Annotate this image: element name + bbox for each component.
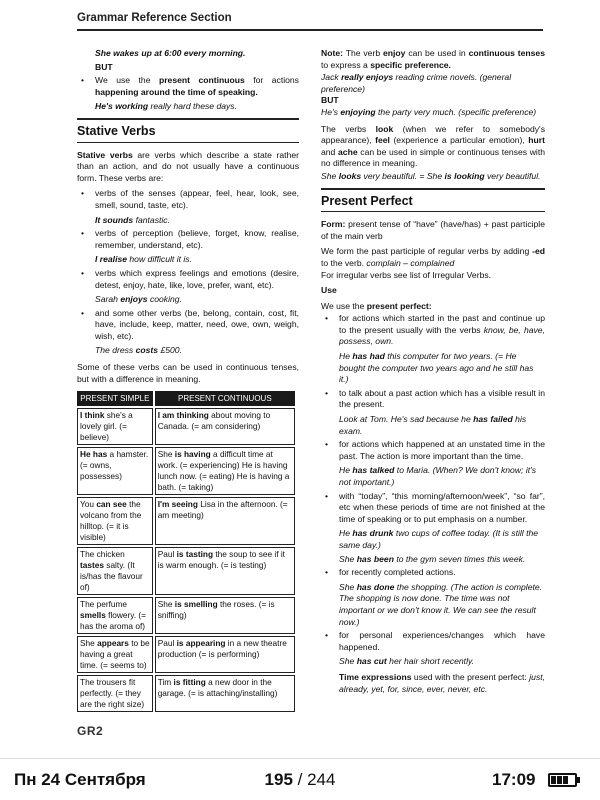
table-cell bbox=[77, 597, 153, 634]
text: Look at Tom. He's sad because he bbox=[339, 414, 474, 425]
stative-intro bbox=[77, 150, 299, 185]
bullet-item bbox=[77, 75, 299, 98]
text: We use the bbox=[95, 75, 159, 86]
pp-use-item bbox=[321, 491, 545, 526]
text: a new door in the garage. (= is attaching/installing) bbox=[157, 677, 278, 699]
bold-text: is smelling bbox=[174, 599, 218, 610]
section-rule bbox=[321, 188, 545, 190]
section-title-present-perfect: Present Perfect bbox=[321, 193, 413, 208]
bold-text: has talked bbox=[352, 465, 395, 476]
bold-text: appears bbox=[97, 638, 129, 649]
text: Sarah bbox=[95, 294, 121, 305]
pp-uses-list bbox=[321, 439, 545, 462]
section-rule-thin bbox=[77, 142, 299, 143]
bold-text: is appearing bbox=[176, 638, 226, 649]
example-text bbox=[77, 48, 299, 60]
example-text bbox=[321, 656, 545, 668]
table-row bbox=[77, 497, 295, 545]
bold-text: present continuous bbox=[158, 75, 245, 86]
text: to the gym seven times this week. bbox=[393, 553, 526, 564]
text: Tim bbox=[157, 677, 174, 688]
comparison-table bbox=[75, 389, 297, 714]
bold-text: Time expressions bbox=[339, 671, 412, 682]
bold-text: enjoy bbox=[382, 48, 406, 58]
bold-text: specific preference. bbox=[370, 59, 451, 70]
text: his exam. bbox=[339, 414, 527, 436]
bold-text: costs bbox=[135, 345, 159, 356]
text: The trousers fit perfectly. (= they are the right size) bbox=[80, 677, 145, 710]
column-header: PRESENT SIMPLE bbox=[77, 391, 153, 406]
text: the party very much. (specific preference) bbox=[375, 106, 537, 117]
example-line: She wakes up at 6:00 every morning. bbox=[95, 48, 246, 58]
pp-regular bbox=[321, 246, 545, 269]
stative-list bbox=[77, 268, 299, 291]
text: present tense of “have” (have/has) + past participle of the main verb bbox=[321, 219, 545, 241]
example-text bbox=[321, 528, 545, 551]
example-text bbox=[321, 351, 545, 386]
table-row bbox=[77, 675, 295, 712]
example-text bbox=[77, 345, 299, 357]
left-column bbox=[77, 48, 299, 714]
text: We form the past participle of regular verbs by adding bbox=[321, 246, 533, 257]
text: for recently completed actions. bbox=[339, 567, 456, 578]
bold-text: ache bbox=[338, 146, 358, 157]
bold-text: smells bbox=[80, 610, 106, 621]
pp-use-label: Use bbox=[321, 285, 337, 296]
text: He bbox=[339, 465, 353, 476]
but-label: BUT bbox=[321, 95, 339, 106]
battery-cell bbox=[563, 776, 568, 784]
text: used with the present perfect: bbox=[411, 671, 530, 682]
text: She bbox=[80, 638, 98, 649]
table-cell bbox=[77, 675, 153, 712]
text: He's bbox=[321, 106, 341, 117]
table-row bbox=[77, 408, 295, 445]
text: very beautiful. bbox=[484, 170, 541, 181]
table-cell bbox=[155, 636, 295, 673]
stative-item bbox=[77, 268, 299, 291]
text: She bbox=[321, 170, 339, 181]
text: she's a lovely girl. (= believe) bbox=[80, 410, 133, 443]
pp-uses-list bbox=[321, 630, 545, 653]
bold-text: feel bbox=[375, 135, 390, 146]
text: the volcano from the hilltop. (= it is visible) bbox=[80, 499, 142, 543]
text: Lisa in the afternoon. (= am meeting) bbox=[157, 499, 288, 521]
bold-text: enjoys bbox=[120, 294, 148, 305]
bullet-list bbox=[77, 75, 299, 98]
bold-text: I think bbox=[80, 410, 105, 421]
total-pages: 244 bbox=[307, 770, 336, 789]
text: You bbox=[80, 499, 97, 510]
stative-item bbox=[77, 228, 299, 251]
table-row bbox=[77, 636, 295, 673]
pp-form bbox=[321, 219, 545, 242]
bold-text: has had bbox=[352, 351, 385, 362]
stative-note: Some of these verbs can be used in continuous tenses, but with a difference in meaning. bbox=[77, 362, 299, 384]
table-cell bbox=[77, 447, 153, 495]
text: verbs of perception (believe, forget, know, realise, remember, understand, etc). bbox=[95, 228, 299, 250]
table-cell bbox=[155, 447, 295, 495]
bold-text: He's working bbox=[95, 101, 149, 112]
bold-text: tastes bbox=[80, 560, 104, 571]
text: her hair short recently. bbox=[386, 656, 475, 667]
text: She bbox=[339, 553, 357, 564]
table-row bbox=[77, 597, 295, 634]
pp-irregular: For irregular verbs see list of Irregular Verbs. bbox=[321, 269, 492, 280]
text: (experience a particular emotion), bbox=[389, 135, 529, 146]
text: verbs of the senses (appear, feel, hear, look, see, smell, sound, taste, etc). bbox=[95, 188, 299, 210]
pp-use-item bbox=[321, 388, 545, 411]
text: The perfume bbox=[80, 599, 128, 610]
text: the soup to see if it is warm enough. (= is testing) bbox=[157, 549, 285, 571]
example-text bbox=[321, 582, 545, 628]
stative-list bbox=[77, 308, 299, 343]
bold-text: enjoying bbox=[340, 106, 376, 117]
text: in a new theatre production (= is performing) bbox=[157, 638, 287, 660]
text: two cups of coffee today. (It is still the same day.) bbox=[339, 528, 539, 550]
bold-text: -ed bbox=[532, 246, 545, 257]
bold-text: can see bbox=[96, 499, 127, 510]
pp-uses-list bbox=[321, 491, 545, 526]
example-text bbox=[77, 101, 299, 113]
current-page: 195 bbox=[264, 770, 293, 789]
text: She bbox=[157, 599, 175, 610]
example-text bbox=[77, 294, 299, 306]
example-text bbox=[77, 215, 299, 227]
text: (when we refer to somebody's appearance), bbox=[321, 123, 545, 146]
table-cell bbox=[155, 497, 295, 545]
text: fantastic. bbox=[133, 214, 170, 225]
bold-text: He has bbox=[80, 449, 108, 460]
example-text bbox=[321, 72, 545, 95]
table-cell bbox=[155, 408, 295, 445]
text: to Maria. (When? We don't know; it's not important.) bbox=[339, 465, 537, 487]
header-rule bbox=[77, 29, 543, 31]
text: Jack bbox=[321, 72, 342, 83]
bold-text: I'm seeing bbox=[157, 499, 198, 510]
example-text bbox=[77, 254, 299, 266]
right-column bbox=[321, 48, 545, 699]
text: to express a bbox=[321, 59, 371, 70]
bold-text: has failed bbox=[473, 414, 513, 425]
text: The dress bbox=[95, 345, 136, 356]
example-text bbox=[321, 107, 545, 119]
italic-text: know, be, have, possess, own. bbox=[339, 324, 545, 347]
bold-text: has done bbox=[356, 581, 395, 592]
table-cell bbox=[77, 408, 153, 445]
status-time: 17:09 bbox=[492, 770, 536, 789]
text: a difficult time at work. (= experiencing) He is having lunch now. (= eating) He is having a bath. (= taking) bbox=[157, 449, 290, 493]
text: to the verb. bbox=[321, 257, 367, 268]
text: Paul bbox=[157, 549, 177, 560]
stative-item bbox=[77, 188, 299, 211]
text: for actions which started in the past and continue up to the present usually with the verbs bbox=[339, 313, 545, 335]
page-separator: / bbox=[292, 770, 308, 789]
text: for actions bbox=[244, 75, 299, 86]
text: a hamster. (= owns, possesses) bbox=[80, 449, 149, 482]
page-code: GR2 bbox=[77, 724, 104, 738]
text: really hard these days. bbox=[148, 101, 237, 112]
battery-icon bbox=[548, 773, 577, 787]
example-text bbox=[321, 554, 545, 566]
text: The verb bbox=[342, 48, 383, 58]
text: about moving to Canada. (= am considering) bbox=[157, 410, 271, 432]
text: £500. bbox=[158, 345, 182, 356]
table-cell bbox=[77, 497, 153, 545]
bold-text: has been bbox=[356, 553, 394, 564]
bold-text: really enjoys bbox=[341, 72, 394, 83]
bold-text: is having bbox=[174, 449, 211, 460]
text: He bbox=[339, 528, 353, 539]
table-cell bbox=[77, 636, 153, 673]
battery-cell-empty bbox=[569, 776, 574, 784]
text: She bbox=[339, 581, 357, 592]
bold-text: looks bbox=[338, 170, 362, 181]
pp-uses-list bbox=[321, 388, 545, 411]
pp-use-intro bbox=[321, 301, 545, 313]
text: to be having a great time. (= seems to) bbox=[80, 638, 150, 671]
time-expressions bbox=[321, 672, 545, 695]
pp-use-item bbox=[321, 630, 545, 653]
status-date: Пн 24 Сентября bbox=[14, 770, 146, 789]
bold-text: I realise bbox=[95, 254, 128, 265]
text: for personal experiences/changes which have happened. bbox=[339, 630, 545, 652]
bold-text: Form: bbox=[321, 219, 346, 230]
italic-text: just, already, yet, for, since, ever, never, etc. bbox=[339, 671, 546, 694]
text: salty. (It is/has the flavour of) bbox=[80, 560, 143, 593]
text: very beautiful. = She bbox=[361, 170, 445, 181]
section-title-stative: Stative Verbs bbox=[77, 123, 156, 138]
text: She bbox=[339, 656, 357, 667]
example-text bbox=[321, 414, 545, 437]
text: can be used in simple or continuous tenses with no difference in meaning. bbox=[321, 146, 545, 169]
bold-text: has drunk bbox=[352, 528, 394, 539]
enjoy-note bbox=[321, 48, 545, 71]
table-cell bbox=[155, 597, 295, 634]
table-row bbox=[77, 447, 295, 495]
bold-text: happening around the time of speaking. bbox=[95, 86, 258, 97]
stative-list bbox=[77, 188, 299, 211]
text: He bbox=[339, 351, 353, 362]
text: We use the bbox=[321, 300, 367, 311]
text: with “today”, “this morning/afternoon/week”, “so far”, etc when these periods of time are not finished at the time of speaking or to put emphasis on a number. bbox=[339, 490, 545, 524]
table-cell bbox=[155, 547, 295, 595]
pp-use-item bbox=[321, 439, 545, 462]
text: how difficult it is. bbox=[127, 254, 192, 265]
table-row bbox=[77, 547, 295, 595]
text: and some other verbs (be, belong, contain, cost, fit, have, include, keep, matter, need, owe, own, weigh, wish, etc). bbox=[95, 307, 299, 341]
text: verbs which express feelings and emotions (desire, detest, enjoy, hate, like, love, prefer, want, etc). bbox=[95, 267, 299, 290]
pp-use-item bbox=[321, 567, 545, 579]
bold-text: is tasting bbox=[176, 549, 214, 560]
text: to talk about a past action which has a visible result in the present. bbox=[339, 387, 545, 410]
bold-text: Note: bbox=[321, 48, 343, 58]
stative-item bbox=[77, 308, 299, 343]
battery-tip bbox=[577, 777, 580, 783]
bold-text: present perfect: bbox=[366, 300, 432, 311]
bold-text: is fitting bbox=[173, 677, 206, 688]
bold-text: hurt bbox=[528, 135, 545, 146]
bold-text: It sounds bbox=[95, 214, 134, 225]
text: reading crime novels. (general preference) bbox=[321, 72, 512, 94]
bold-text: has cut bbox=[356, 656, 387, 667]
text: can be used in bbox=[405, 48, 469, 58]
text: Paul bbox=[157, 638, 177, 649]
running-head: Grammar Reference Section bbox=[77, 12, 232, 24]
text: and bbox=[321, 146, 339, 157]
bold-text: I am thinking bbox=[157, 410, 209, 421]
bold-text: Stative verbs bbox=[77, 149, 133, 160]
text: the shopping. (The action is complete. The shopping is now done. The time was not important or we don't know it. We can see the result now.) bbox=[339, 581, 543, 627]
stative-list bbox=[77, 228, 299, 251]
text: cooking. bbox=[147, 294, 182, 305]
example-text bbox=[321, 465, 545, 488]
but-label: BUT bbox=[95, 61, 113, 72]
text: She bbox=[157, 449, 175, 460]
section-rule bbox=[77, 118, 299, 120]
text: for actions which happened at an unstated time in the past. The action is more important than the time. bbox=[339, 439, 545, 461]
table-cell bbox=[77, 547, 153, 595]
look-note bbox=[321, 124, 545, 170]
pp-use-item bbox=[321, 313, 545, 348]
battery-cell bbox=[551, 776, 556, 784]
reader-status-bar bbox=[0, 758, 600, 800]
bold-text: is looking bbox=[444, 170, 485, 181]
bold-text: continuous tenses bbox=[468, 48, 545, 58]
text: The chicken bbox=[80, 549, 125, 560]
text: flowery. (= has the aroma of) bbox=[80, 610, 147, 632]
section-rule-thin bbox=[321, 211, 545, 212]
text: are verbs which describe a state rather than an action, and do not usually have a continuous form. These verbs are: bbox=[77, 149, 299, 183]
pp-uses-list bbox=[321, 313, 545, 348]
table-cell bbox=[155, 675, 295, 712]
example-text bbox=[321, 171, 545, 183]
column-header: PRESENT CONTINUOUS bbox=[155, 391, 295, 406]
text: the roses. (= is sniffing) bbox=[157, 599, 275, 621]
text: this computer for two years. (= He bought the computer two years ago and he still has it.) bbox=[339, 351, 534, 385]
text: The verbs bbox=[321, 123, 376, 134]
battery-cell bbox=[557, 776, 562, 784]
table-header-row bbox=[77, 391, 295, 406]
bold-text: look bbox=[375, 123, 394, 134]
example-text: complain – complained bbox=[366, 257, 455, 268]
pp-uses-list bbox=[321, 567, 545, 579]
